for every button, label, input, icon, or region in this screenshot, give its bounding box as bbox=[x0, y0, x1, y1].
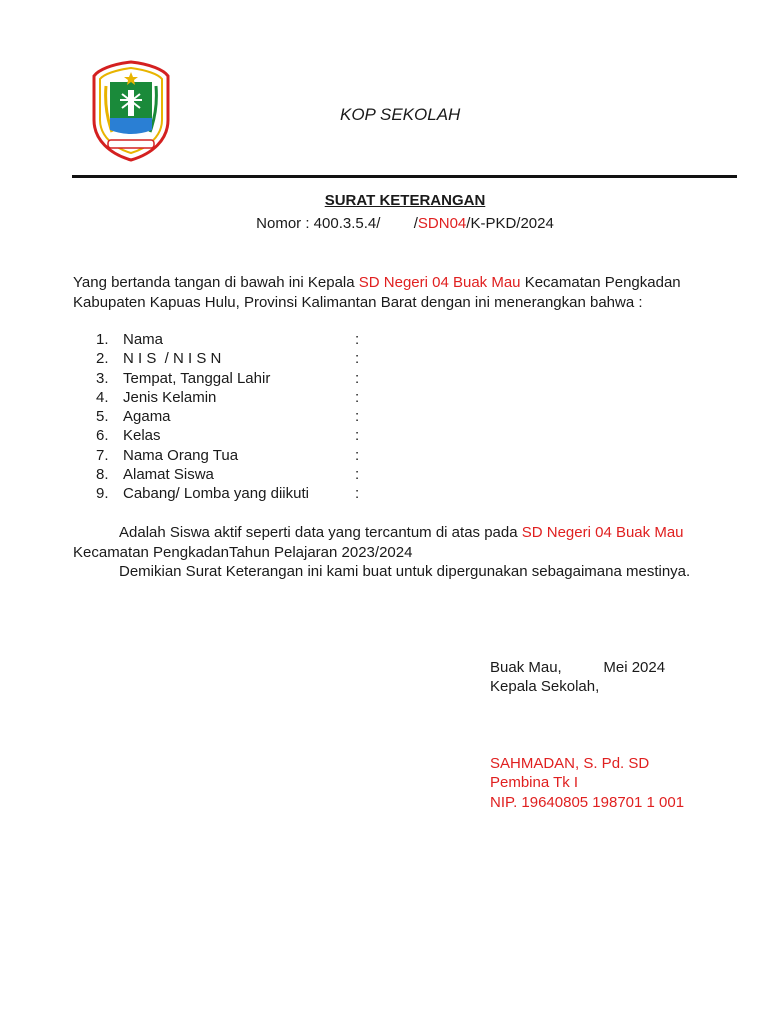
field-label: N I S / N I S N bbox=[123, 350, 222, 368]
field-number: 5. bbox=[96, 408, 109, 426]
letterhead-divider bbox=[72, 175, 737, 178]
field-colon: : bbox=[355, 427, 360, 445]
field-item bbox=[96, 465, 360, 484]
document-number-code: SDN04 bbox=[417, 215, 467, 232]
field-item bbox=[96, 388, 360, 407]
place-date: Buak Mau, Mei 2024 bbox=[490, 659, 666, 676]
intro-school-name: SD Negeri 04 Buak Mau bbox=[358, 274, 521, 291]
field-label: Nama bbox=[123, 331, 164, 348]
signer-nip: NIP. 19640805 198701 1 001 bbox=[490, 793, 685, 811]
field-number: 6. bbox=[96, 427, 109, 445]
intro-paragraph bbox=[73, 273, 738, 313]
intro-text-end: Kecamatan Pengkadan Kabupaten Kapuas Hulu, Provinsi Kalimantan Barat dengan ini menerangkan bahwa : bbox=[73, 274, 681, 311]
field-colon: : bbox=[355, 485, 360, 503]
field-item bbox=[96, 349, 360, 368]
field-item bbox=[96, 484, 360, 503]
field-item bbox=[96, 369, 360, 388]
field-number: 2. bbox=[96, 350, 109, 368]
statement-line-1 bbox=[73, 523, 753, 543]
field-number: 4. bbox=[96, 388, 109, 406]
field-colon: : bbox=[355, 369, 360, 387]
field-colon: : bbox=[355, 446, 360, 464]
document-title: SURAT KETERANGAN bbox=[324, 192, 486, 209]
statement-line-2: Kecamatan PengkadanTahun Pelajaran 2023/2024 bbox=[73, 543, 413, 561]
statement-text-start: Adalah Siswa aktif seperti data yang tercantum di atas pada bbox=[119, 524, 522, 541]
field-number: 7. bbox=[96, 446, 109, 464]
field-label: Nama Orang Tua bbox=[123, 446, 239, 464]
letterhead-title: KOP SEKOLAH bbox=[340, 105, 461, 124]
document-number bbox=[0, 215, 768, 232]
signer-details bbox=[490, 754, 684, 812]
field-label: Kelas bbox=[123, 427, 161, 445]
field-number: 9. bbox=[96, 485, 109, 503]
signer-position: Kepala Sekolah, bbox=[490, 678, 600, 696]
field-colon: : bbox=[355, 350, 360, 368]
field-colon: : bbox=[355, 466, 360, 484]
field-item bbox=[96, 446, 360, 465]
field-item bbox=[96, 407, 360, 426]
statement-school-name: SD Negeri 04 Buak Mau bbox=[521, 524, 684, 541]
field-label: Cabang/ Lomba yang diikuti bbox=[123, 485, 309, 503]
document-number-suffix: /K-PKD/2024 bbox=[466, 215, 554, 232]
field-label: Tempat, Tanggal Lahir bbox=[123, 369, 271, 387]
field-number: 8. bbox=[96, 466, 109, 484]
intro-text-start: Yang bertanda tangan di bawah ini Kepala bbox=[73, 274, 359, 291]
statement-paragraph bbox=[73, 523, 753, 582]
signer-rank: Pembina Tk I bbox=[490, 774, 579, 792]
signature-block bbox=[490, 658, 665, 697]
field-item bbox=[96, 426, 360, 445]
kabupaten-emblem-logo bbox=[92, 60, 170, 162]
field-colon: : bbox=[355, 388, 360, 406]
closing-sentence: Demikian Surat Keterangan ini kami buat untuk dipergunakan sebagaimana mestinya. bbox=[119, 563, 691, 580]
signer-name: SAHMADAN, S. Pd. SD bbox=[490, 755, 650, 772]
field-number: 1. bbox=[96, 331, 109, 348]
field-colon: : bbox=[355, 408, 360, 426]
field-label: Alamat Siswa bbox=[123, 466, 214, 484]
field-number: 3. bbox=[96, 369, 109, 387]
field-item bbox=[96, 330, 360, 349]
student-fields-list bbox=[96, 330, 360, 504]
field-label: Agama bbox=[123, 408, 171, 426]
field-label: Jenis Kelamin bbox=[123, 388, 217, 406]
document-number-prefix: Nomor : 400.3.5.4/ / bbox=[256, 215, 418, 232]
field-colon: : bbox=[355, 331, 360, 348]
